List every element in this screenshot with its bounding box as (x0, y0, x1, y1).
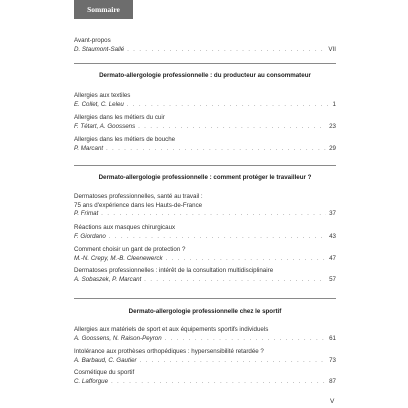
sommaire-label: Sommaire (87, 5, 120, 14)
section-divider (74, 298, 336, 299)
entry-title: Allergies dans les métiers du cuir (74, 114, 165, 121)
leader-dots (127, 101, 330, 110)
toc-entry[interactable] (74, 326, 336, 343)
entry-page: VII (328, 45, 336, 53)
entry-title: Dermatoses professionnelles : intérêt de la consultation multidisciplinaire (74, 267, 274, 274)
sommaire-tab (74, 0, 133, 19)
leader-dots (140, 357, 327, 366)
entry-authors: C. Lafforgue (74, 377, 109, 385)
entry-authors: M.-N. Crepy, M.-B. Cleenewerck (74, 254, 163, 262)
toc-entry[interactable] (74, 92, 336, 109)
toc-entry[interactable] (74, 267, 336, 284)
leader-dots (111, 378, 326, 387)
leader-dots (165, 335, 326, 344)
entry-page: 1 (332, 100, 336, 108)
entry-authors: D. Staumont-Sallé (74, 45, 125, 53)
entry-title: Allergies dans les métiers de bouche (74, 136, 176, 143)
leader-dots (144, 276, 326, 285)
entry-title: Dermatoses professionnelles, santé au travail : (74, 193, 203, 200)
entry-title: Comment choisir un gant de protection ? (74, 246, 186, 253)
section-divider (74, 165, 336, 166)
leader-dots (138, 123, 326, 132)
leader-dots (109, 233, 326, 242)
entry-authors: A. Sobaszek, P. Marcant (74, 275, 142, 283)
entry-authors: A. Goossens, N. Raison-Peyron (74, 334, 162, 342)
entry-page: 43 (329, 232, 336, 240)
entry-title-line-2: 75 ans d'expérience dans les Hauts-de-France (74, 201, 203, 209)
toc-entry[interactable] (74, 224, 336, 241)
toc-entry-avant-propos[interactable] (74, 37, 336, 54)
page-folio: V (330, 398, 335, 405)
entry-authors: P. Marcant (74, 144, 104, 152)
toc-entry[interactable] (74, 348, 336, 365)
toc-entry[interactable] (74, 136, 336, 153)
leader-dots (106, 145, 326, 154)
entry-authors: F. Giordano (74, 232, 106, 240)
entry-page: 23 (329, 122, 336, 130)
entry-page: 61 (329, 334, 336, 342)
entry-title: Cosmétique du sportif (74, 369, 135, 376)
toc-entry[interactable] (74, 193, 336, 219)
section-title: Dermato-allergologie professionnelle : du producteur au consommateur (99, 72, 311, 79)
entry-authors: A. Barbaud, C. Gautier (74, 356, 137, 364)
toc-entry[interactable] (74, 114, 336, 131)
section-title: Dermato-allergologie professionnelle : comment protéger le travailleur ? (98, 174, 312, 181)
entry-page: 73 (329, 356, 336, 364)
entry-page: 37 (329, 210, 336, 218)
leader-dots (127, 46, 325, 55)
entry-title: Avant-propos (74, 37, 111, 44)
toc-entry[interactable] (74, 369, 336, 386)
entry-authors: E. Collet, C. Leleu (74, 100, 124, 108)
section-title: Dermato-allergologie professionnelle chez le sportif (128, 308, 282, 315)
entry-authors: F. Tétart, A. Goossens (74, 122, 136, 130)
section-divider (74, 63, 336, 64)
entry-title: Réactions aux masques chirurgicaux (74, 224, 176, 231)
entry-page: 87 (329, 377, 336, 385)
entry-page: 57 (329, 275, 336, 283)
leader-dots (101, 210, 326, 219)
entry-title: Intolérance aux prothèses orthopédiques : hypersensibilité retardée ? (74, 348, 264, 355)
leader-dots (166, 255, 327, 264)
entry-title: Allergies aux textiles (74, 92, 131, 99)
entry-page: 47 (329, 254, 336, 262)
entry-page: 29 (329, 144, 336, 152)
entry-authors: P. Frimat (74, 210, 99, 218)
entry-title: Allergies aux matériels de sport et aux équipements sportifs individuels (74, 326, 269, 333)
toc-entry[interactable] (74, 246, 336, 263)
